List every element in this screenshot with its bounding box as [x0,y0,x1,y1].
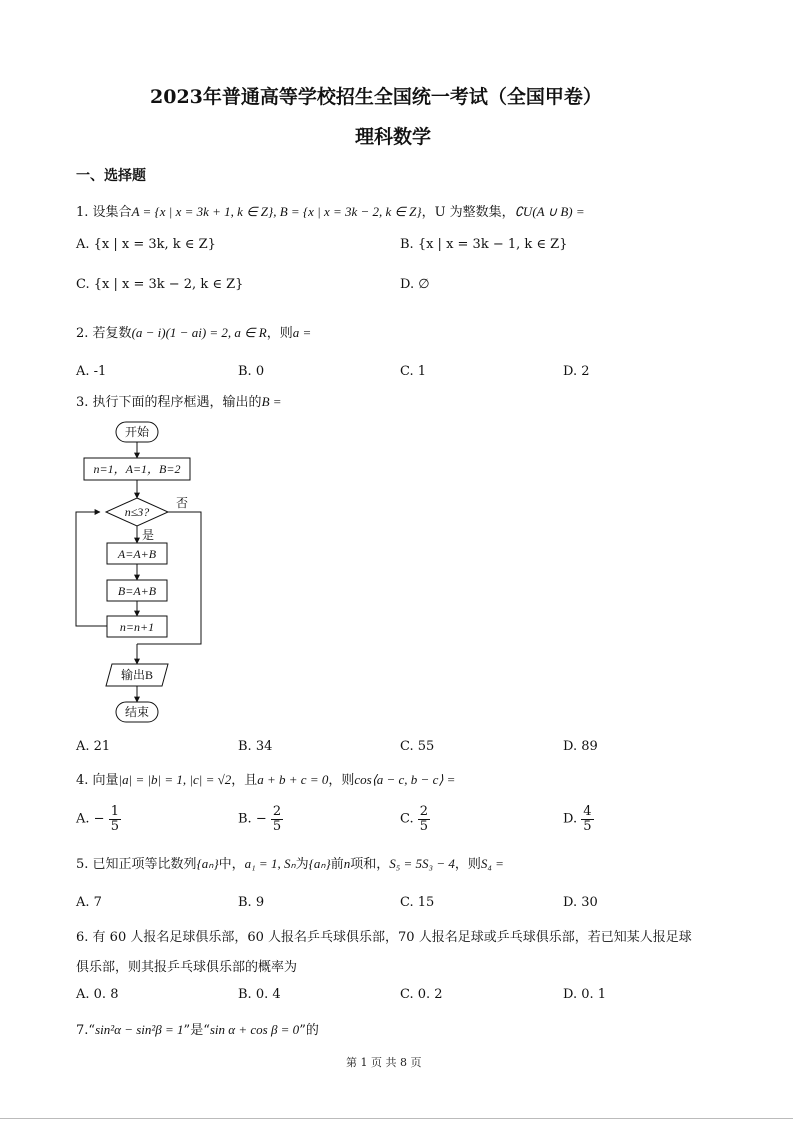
math-expression: {aₙ} [308,856,331,871]
fraction-denominator: 5 [110,818,119,834]
page-divider [0,1118,793,1119]
question-text: ，且 [231,773,258,788]
fraction-denominator: 5 [583,818,592,834]
option-b [238,805,283,833]
option-a [76,805,121,833]
question-text: 为 [295,857,309,872]
question-number: 6. [76,930,89,945]
question-3 [76,391,282,410]
flow-start-label: 开始 [124,425,150,439]
option-label: A. [76,811,90,827]
math-expression: (a − i)(1 − ai) = 2, a ∈ R [131,325,267,340]
option-c: C. 1 [400,364,427,379]
question-text: 项和， [350,857,390,872]
math-expression: B = [261,394,282,409]
fraction-denominator: 5 [272,818,282,834]
question-7 [76,1019,319,1038]
option-d: D. ∅ [400,277,430,292]
option-c [400,805,430,833]
option-d [563,805,594,833]
question-text: 前 [330,857,344,872]
math-expression: S₅ = 5S₃ − 4 [389,856,455,871]
question-text: ，则 [328,773,355,788]
math-expression: a = [292,325,312,340]
option-label: B. [238,811,252,827]
section-heading: 一、选择题 [76,168,146,184]
fraction-denominator: 5 [419,818,429,834]
option-d: D. 2 [563,364,590,379]
math-expression: S₄ = [480,856,504,871]
fraction [581,805,593,833]
math-expression: a + b + c = 0 [257,772,329,787]
option-sign: − [93,811,105,827]
option-b: B. {x | x = 3k − 1, k ∈ Z} [400,237,568,252]
flow-decision-label: n≤3? [124,505,150,519]
fraction [109,805,121,833]
math-expression: cos⟨a − c, b − c⟩ = [354,772,456,787]
question-5 [76,853,504,872]
option-a: A. 7 [76,895,102,910]
math-expression: a₁ = 1, Sₙ [244,856,296,871]
exam-title: 2023年普通高等学校招生全国统一考试（全国甲卷） [150,86,602,108]
option-sign: − [255,811,267,827]
math-expression: n [343,856,351,871]
question-text: ，则 [266,326,293,341]
question-6 [76,926,692,945]
flow-output-label: 输出B [120,668,154,682]
option-c: C. 0. 2 [400,987,443,1002]
option-d: D. 30 [563,895,598,910]
fraction-numerator: 1 [110,804,119,819]
question-2 [76,322,311,341]
option-b: B. 9 [238,895,265,910]
question-text: 设集合 [92,205,132,220]
fraction-numerator: 4 [583,804,592,819]
question-text: 执行下面的程序框遇，输出的 [92,395,262,410]
flow-end-label: 结束 [124,705,150,719]
question-text: 中， [218,857,245,872]
option-a: A. {x | x = 3k, k ∈ Z} [76,237,216,252]
fraction-numerator: 2 [419,804,429,819]
option-c: C. 55 [400,739,435,754]
option-b: B. 0 [238,364,265,379]
question-text: ，U 为整数集， [421,205,515,220]
question-1 [76,201,585,220]
question-text: 若复数 [92,326,132,341]
fraction [271,805,283,833]
question-text: 有 60 人报名足球俱乐部，60 人报名乒乓球俱乐部，70 人报名足球或乒乓球俱乐部，若已知某人报足球 [92,930,692,945]
question-number: 2. [76,326,89,341]
fraction-numerator: 2 [272,804,282,819]
flow-no-label: 否 [175,496,189,510]
question-text: ”的 [299,1023,319,1038]
option-c: C. 15 [400,895,435,910]
option-label: C. [400,811,414,827]
math-expression: A = {x | x = 3k + 1, k ∈ Z}, B = {x | x = 3k − 2, k ∈ Z} [131,204,422,219]
math-expression: |a| = |b| = 1, |c| = √2 [118,772,232,787]
question-number: 1. [76,205,89,220]
option-a: A. 0. 8 [76,987,119,1002]
question-number: 3. [76,395,89,410]
question-text: ，则 [454,857,481,872]
option-b: B. 34 [238,739,273,754]
flow-step-a-label: A=A+B [117,547,157,561]
option-d: D. 89 [563,739,598,754]
question-4 [76,769,455,788]
option-label: D. [563,811,578,827]
page-number-footer: 第 1 页 共 8 页 [346,1056,422,1069]
flow-yes-label: 是 [141,528,155,542]
option-a: A. -1 [76,364,107,379]
flowchart [70,418,220,728]
math-expression: ∁U(A ∪ B) = [514,204,585,219]
question-number: 7. [76,1023,89,1038]
flow-step-b-label: B=A+B [117,584,157,598]
question-number: 5. [76,857,89,872]
option-a: A. 21 [76,739,111,754]
math-expression: {aₙ} [196,856,219,871]
math-expression: sin α + cos β = 0 [209,1022,300,1037]
flow-init-label: n=1，A=1，B=2 [93,462,181,476]
question-number: 4. [76,773,89,788]
math-expression: sin²α − sin²β = 1 [95,1022,184,1037]
question-text: ”是“ [183,1023,210,1038]
option-c: C. {x | x = 3k − 2, k ∈ Z} [76,277,244,292]
question-6-continued: 俱乐部，则其报乒乓球俱乐部的概率为 [76,960,298,975]
option-b: B. 0. 4 [238,987,281,1002]
fraction [418,805,430,833]
flow-step-n-label: n=n+1 [119,620,155,634]
option-d: D. 0. 1 [563,987,607,1002]
exam-subtitle: 理科数学 [355,126,432,148]
question-text: 向量 [92,773,119,788]
question-text: “ [88,1023,96,1038]
question-text: 已知正项等比数列 [92,857,197,872]
